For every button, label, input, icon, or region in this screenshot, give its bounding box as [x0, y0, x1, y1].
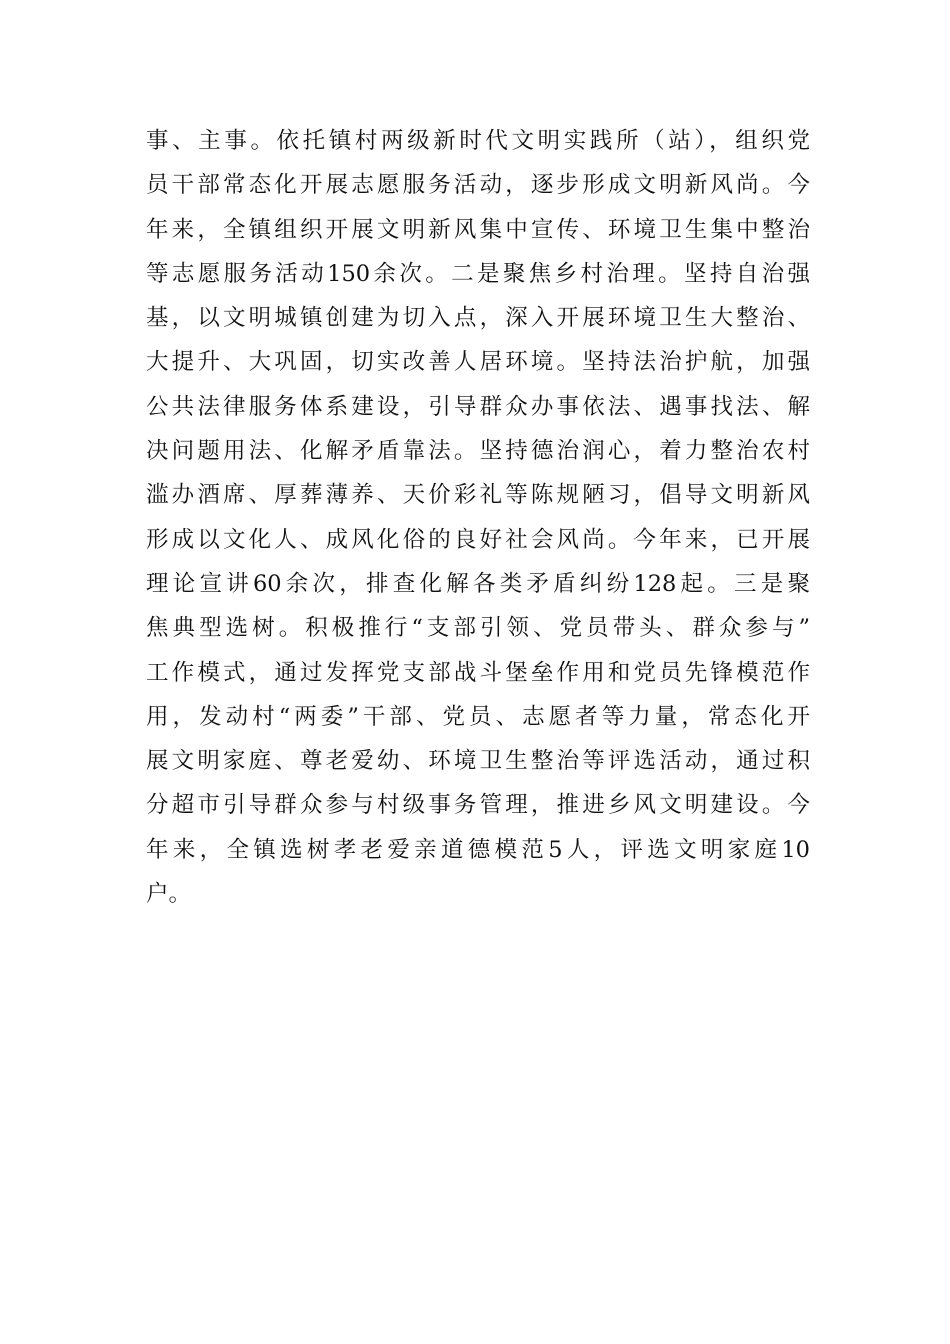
text-line: 工作模式，通过发挥党支部战斗堡垒作用和党员先锋模范作 — [146, 659, 810, 686]
body-paragraph — [146, 119, 810, 916]
text-line: 大提升、大巩固，切实改善人居环境。坚持法治护航，加强 — [146, 349, 810, 376]
text-line: 等志愿服务活动150余次。二是聚焦乡村治理。坚持自治强 — [146, 260, 810, 287]
text-line: 年来，全镇选树孝老爱亲道德模范5人，评选文明家庭10 — [146, 836, 810, 863]
text-line: 焦典型选树。积极推行“支部引领、党员带头、群众参与” — [146, 615, 810, 642]
text-line: 形成以文化人、成风化俗的良好社会风尚。今年来，已开展 — [146, 526, 810, 553]
text-line: 户。 — [146, 881, 192, 908]
text-line: 年来，全镇组织开展文明新风集中宣传、环境卫生集中整治 — [146, 216, 810, 243]
text-line: 分超市引导群众参与村级事务管理，推进乡风文明建设。今 — [146, 792, 810, 819]
text-line: 用，发动村“两委”干部、党员、志愿者等力量，常态化开 — [146, 703, 810, 730]
text-line: 员干部常态化开展志愿服务活动，逐步形成文明新风尚。今 — [146, 172, 810, 199]
text-line: 理论宣讲60余次，排查化解各类矛盾纠纷128起。三是聚 — [146, 570, 810, 597]
text-line: 公共法律服务体系建设，引导群众办事依法、遇事找法、解 — [146, 393, 810, 420]
text-line: 事、主事。依托镇村两级新时代文明实践所（站），组织党 — [146, 128, 810, 154]
text-line: 展文明家庭、尊老爱幼、环境卫生整治等评选活动，通过积 — [146, 748, 810, 775]
text-line: 决问题用法、化解矛盾靠法。坚持德治润心，着力整治农村 — [146, 438, 810, 465]
text-line: 基，以文明城镇创建为切入点，深入开展环境卫生大整治、 — [146, 305, 810, 332]
text-line: 滥办酒席、厚葬薄养、天价彩礼等陈规陋习，倡导文明新风 — [146, 482, 810, 509]
